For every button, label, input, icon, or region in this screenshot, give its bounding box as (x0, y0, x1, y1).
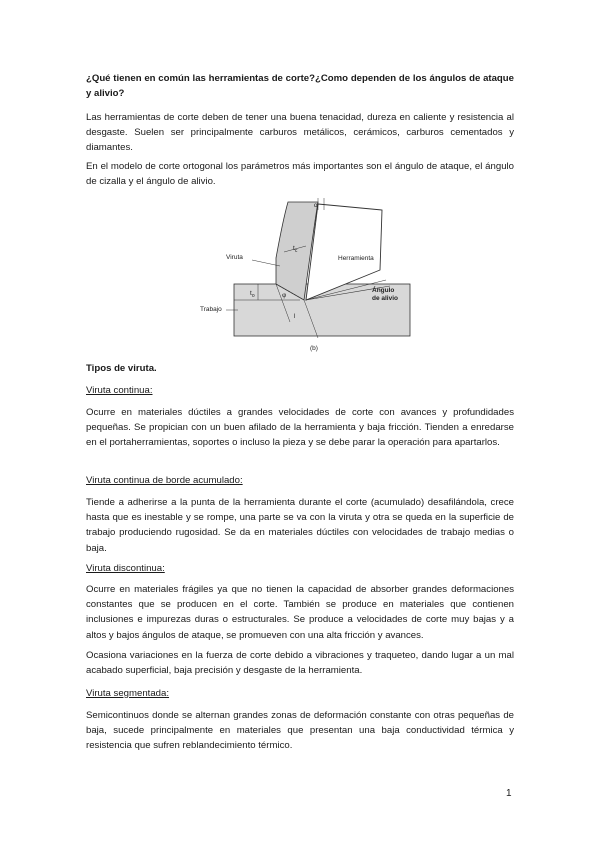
label-ls: l (294, 313, 296, 320)
section-paragraph-discontinua-2: Ocasiona variaciones en la fuerza de corte debido a vibraciones y traqueteo, dando lugar a un mal acabado superficial, baja precisión y desgaste de la herramienta. (86, 650, 514, 677)
section-title-discontinua: Viruta discontinua: (86, 563, 165, 574)
label-caption: (b) (310, 345, 318, 352)
label-herramienta: Herramienta (338, 255, 374, 262)
label-phi: φ (282, 292, 287, 299)
question-heading: ¿Qué tienen en común las herramientas de corte?¿Como dependen de los ángulos de ataque y alivio? (86, 73, 514, 100)
label-alpha: α (314, 202, 318, 209)
label-to: $t_o$ (250, 290, 255, 299)
section-paragraph-borde-acumulado: Tiende a adherirse a la punta de la herramienta durante el corte (acumulado) desafilándola, crece hasta que es inestable y se rompe, una parte se va con la viruta y otra se queda en la superficie de trabajo produciendo rugosidad. Se da en materiales dúctiles con velocidades de trabajo medias o baja. (86, 497, 514, 554)
section-paragraph-segmentada: Semicontinuos donde se alternan grandes zonas de deformación constante con otras pequeñas de baja, sucede principalmente en materiales que presentan una baja conductividad térmica y resistencia que sufren reblandecimiento térmico. (86, 710, 514, 752)
model-paragraph: En el modelo de corte ortogonal los parámetros más importantes son el ángulo de ataque, el ángulo de cizalla y el ángulo de alivio. (86, 161, 514, 188)
tipos-heading: Tipos de viruta. (86, 363, 157, 374)
section-title-segmentada: Viruta segmentada: (86, 688, 170, 699)
page-number: 1 (506, 788, 512, 799)
orthogonal-cutting-figure (190, 196, 430, 356)
label-alivio: de alivio (372, 295, 399, 302)
section-title-continua: Viruta continua: (86, 385, 153, 396)
intro-paragraph: Las herramientas de corte deben de tener una buena tenacidad, dureza en caliente y resistencia al desgaste. Suelen ser principalmente carburos metálicos, cerámicos, carburos cementados y diamantes. (86, 112, 514, 154)
section-title-borde-acumulado: Viruta continua de borde acumulado: (86, 475, 243, 486)
section-paragraph-discontinua-1: Ocurre en materiales frágiles ya que no tienen la capacidad de absorber grandes deformaciones constantes que se producen en el corte. También se produce en materiales que contienen inclusiones e impurezas duras o estructurales. Se produce a velocidades de corte muy bajas y a altos y bajos ángulos de ataque, se promueven con una alta fricción y avances. (86, 584, 514, 641)
section-paragraph-continua: Ocurre en materiales dúctiles a grandes velocidades de corte con avances y profundidades pequeñas. Se propician con un buen afilado de la herramienta y baja fricción. Tienden a enredarse en el portaherramientas, soportes o incluso la pieza y se debe parar la operación para apartarlos. (86, 407, 514, 449)
label-viruta: Viruta (226, 254, 243, 261)
label-tc: $t_c$ (293, 245, 298, 254)
label-angulo: Ángulo (372, 287, 395, 294)
label-trabajo: Trabajo (200, 306, 222, 313)
